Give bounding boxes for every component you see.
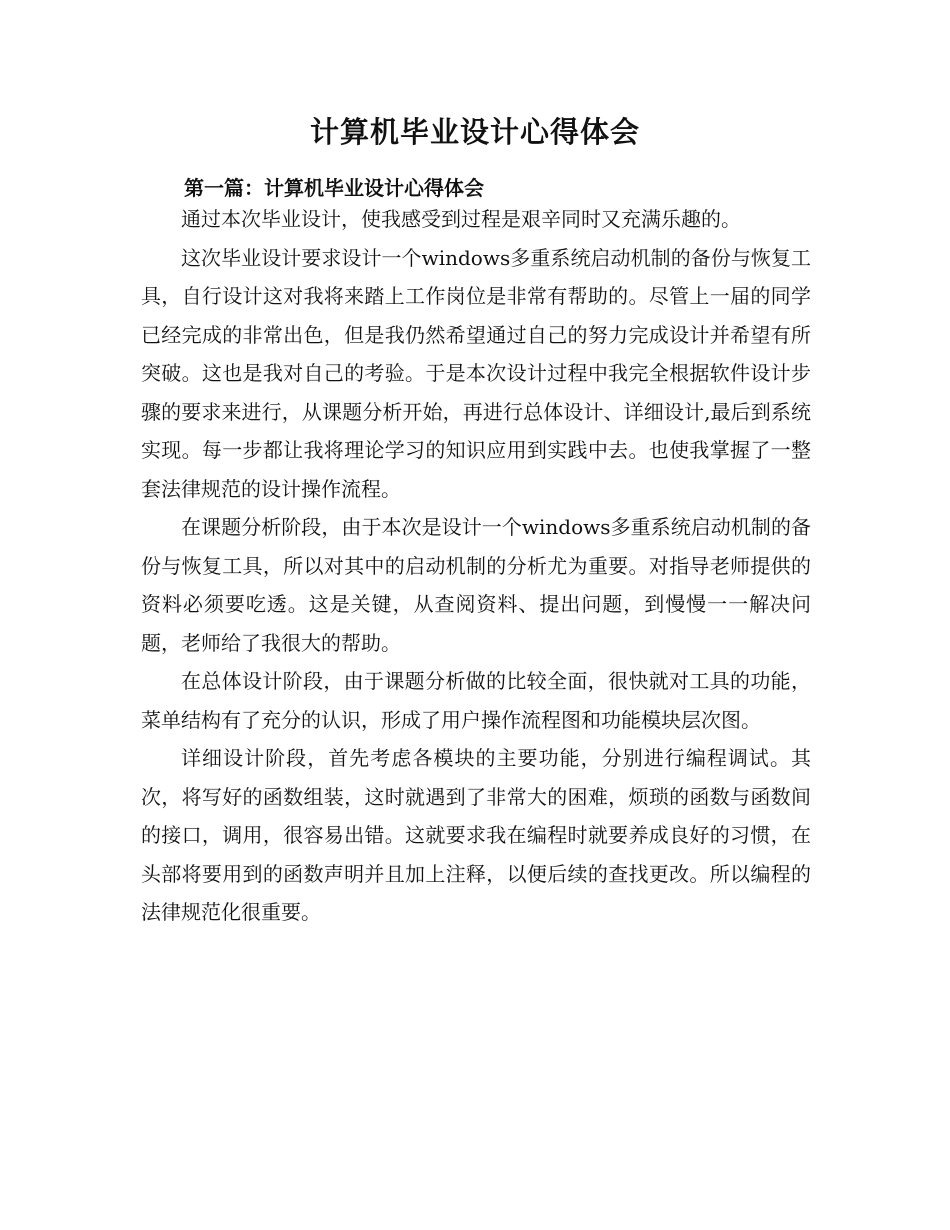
- section-heading: 第一篇：计算机毕业设计心得体会: [184, 176, 484, 200]
- paragraph-4: 在总体设计阶段，由于课题分析做的比较全面，很快就对工具的功能，菜单结构有了充分的认识，形成了用户操作流程图和功能模块层次图。: [141, 669, 811, 732]
- paragraph-1: 通过本次毕业设计，使我感受到过程是艰辛同时又充满乐趣的。: [181, 207, 741, 231]
- paragraph-5: 详细设计阶段，首先考虑各模块的主要功能，分别进行编程调试。其次，将写好的函数组装，这时就遇到了非常大的困难，烦琐的函数与函数间的接口，调用，很容易出错。这就要求我在编程时就要养成良好的习惯，在头部将要用到的函数声明并且加上注释，以便后续的查找更改。所以编程的法律规范化很重要。: [141, 746, 811, 924]
- paragraph-3: 在课题分析阶段，由于本次是设计一个windows多重系统启动机制的备份与恢复工具，所以对其中的启动机制的分析尤为重要。对指导老师提供的资料必须要吃透。这是关键，从查阅资料、提出问题，到慢慢一一解决问题，老师给了我很大的帮助。: [141, 515, 811, 655]
- document-title: 计算机毕业设计心得体会: [309, 115, 640, 149]
- paragraph-2: 这次毕业设计要求设计一个windows多重系统启动机制的备份与恢复工具，自行设计这对我将来踏上工作岗位是非常有帮助的。尽管上一届的同学已经完成的非常出色，但是我仍然希望通过自己的努力完成设计并希望有所突破。这也是我对自己的考验。于是本次设计过程中我完全根据软件设计步骤的要求来进行，从课题分析开始，再进行总体设计、详细设计,最后到系统实现。每一步都让我将理论学习的知识应用到实践中去。也使我掌握了一整套法律规范的设计操作流程。: [141, 245, 811, 501]
- document-body: [141, 185, 811, 932]
